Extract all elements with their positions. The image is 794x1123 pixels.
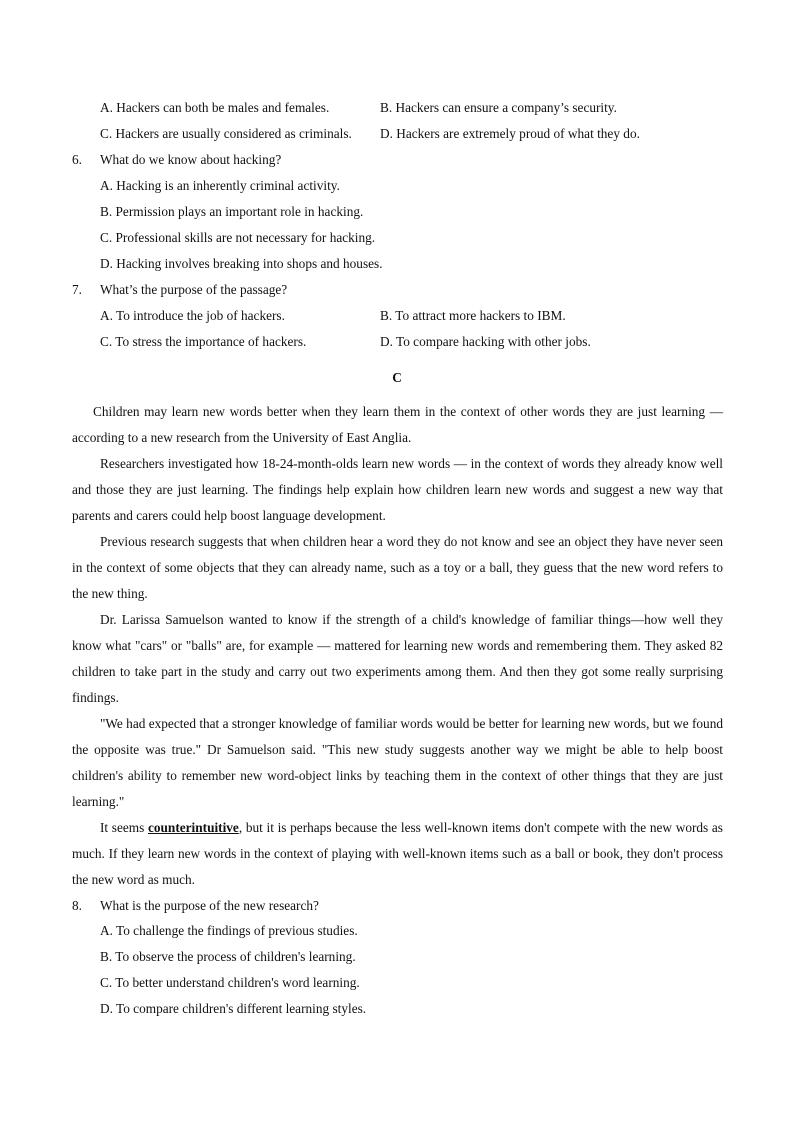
passage-paragraph-5: "We had expected that a stronger knowledge of familiar words would be better for learning new words, but we found the opposite was true." Dr Samuelson said. "This new study suggests another way we might be able to help boost children's ability to remember new word-object links by teaching them in the context of other things that they are just learning." xyxy=(72,716,723,809)
q6-option-a: A. Hacking is an inherently criminal activity. xyxy=(100,178,340,193)
q6-option-c: C. Professional skills are not necessary for hacking. xyxy=(100,230,376,245)
q8-option-c: C. To better understand children's word learning. xyxy=(100,975,360,990)
q5-option-c: C. Hackers are usually considered as criminals. xyxy=(100,126,352,141)
q6-stem: What do we know about hacking? xyxy=(100,152,282,167)
q5-option-d: D. Hackers are extremely proud of what they do. xyxy=(380,126,640,141)
q8-stem: What is the purpose of the new research? xyxy=(100,898,319,913)
q6-number: 6. xyxy=(72,152,82,167)
q8-option-d: D. To compare children's different learning styles. xyxy=(100,1001,367,1016)
q7-stem: What’s the purpose of the passage? xyxy=(100,282,288,297)
passage-paragraph-2: Researchers investigated how 18-24-month-olds learn new words — in the context of words they already know well and those they are just learning. The findings help explain how children learn new words and suggest a new way that parents and carers could help boost language development. xyxy=(72,456,723,523)
paragraph-6-lead: It seems xyxy=(100,820,148,835)
section-title: C xyxy=(392,370,402,385)
q5-option-b: B. Hackers can ensure a company’s security. xyxy=(380,100,617,115)
q8-option-a: A. To challenge the findings of previous studies. xyxy=(100,923,358,938)
q7-option-b: B. To attract more hackers to IBM. xyxy=(380,308,566,323)
highlighted-word: counterintuitive xyxy=(147,820,239,835)
q6-option-b: B. Permission plays an important role in hacking. xyxy=(100,204,364,219)
q7-option-a: A. To introduce the job of hackers. xyxy=(100,308,285,323)
q7-number: 7. xyxy=(72,282,82,297)
q8-number: 8. xyxy=(72,898,82,913)
q7-option-c: C. To stress the importance of hackers. xyxy=(100,334,307,349)
passage-paragraph-4: Dr. Larissa Samuelson wanted to know if the strength of a child's knowledge of familiar things—how well they know what "cars" or "balls" are, for example — mattered for learning new words and remembering them. They asked 82 children to take part in the study and carry out two experiments among them. And then they got some really surprising findings. xyxy=(72,612,723,705)
q8-option-b: B. To observe the process of children's learning. xyxy=(100,949,356,964)
passage-paragraph-3: Previous research suggests that when children hear a word they do not know and see an object they have never seen in the context of some objects that they can already name, such as a toy or a ball, they guess that the new word refers to the new thing. xyxy=(72,534,723,601)
q6-option-d: D. Hacking involves breaking into shops and houses. xyxy=(100,256,383,271)
passage-paragraph-6 xyxy=(72,815,723,893)
q5-option-a: A. Hackers can both be males and females. xyxy=(100,100,330,115)
passage-paragraph-1: Children may learn new words better when they learn them in the context of other words they are just learning — according to a new research from the University of East Anglia. xyxy=(72,404,723,445)
paragraph-6-rest: , but it is perhaps because the less well-known items don't compete with the new words as much. If they learn new words in the context of playing with well-known items such as a ball or book, they don't process the new word as much. xyxy=(72,820,723,887)
q7-option-d: D. To compare hacking with other jobs. xyxy=(380,334,591,349)
